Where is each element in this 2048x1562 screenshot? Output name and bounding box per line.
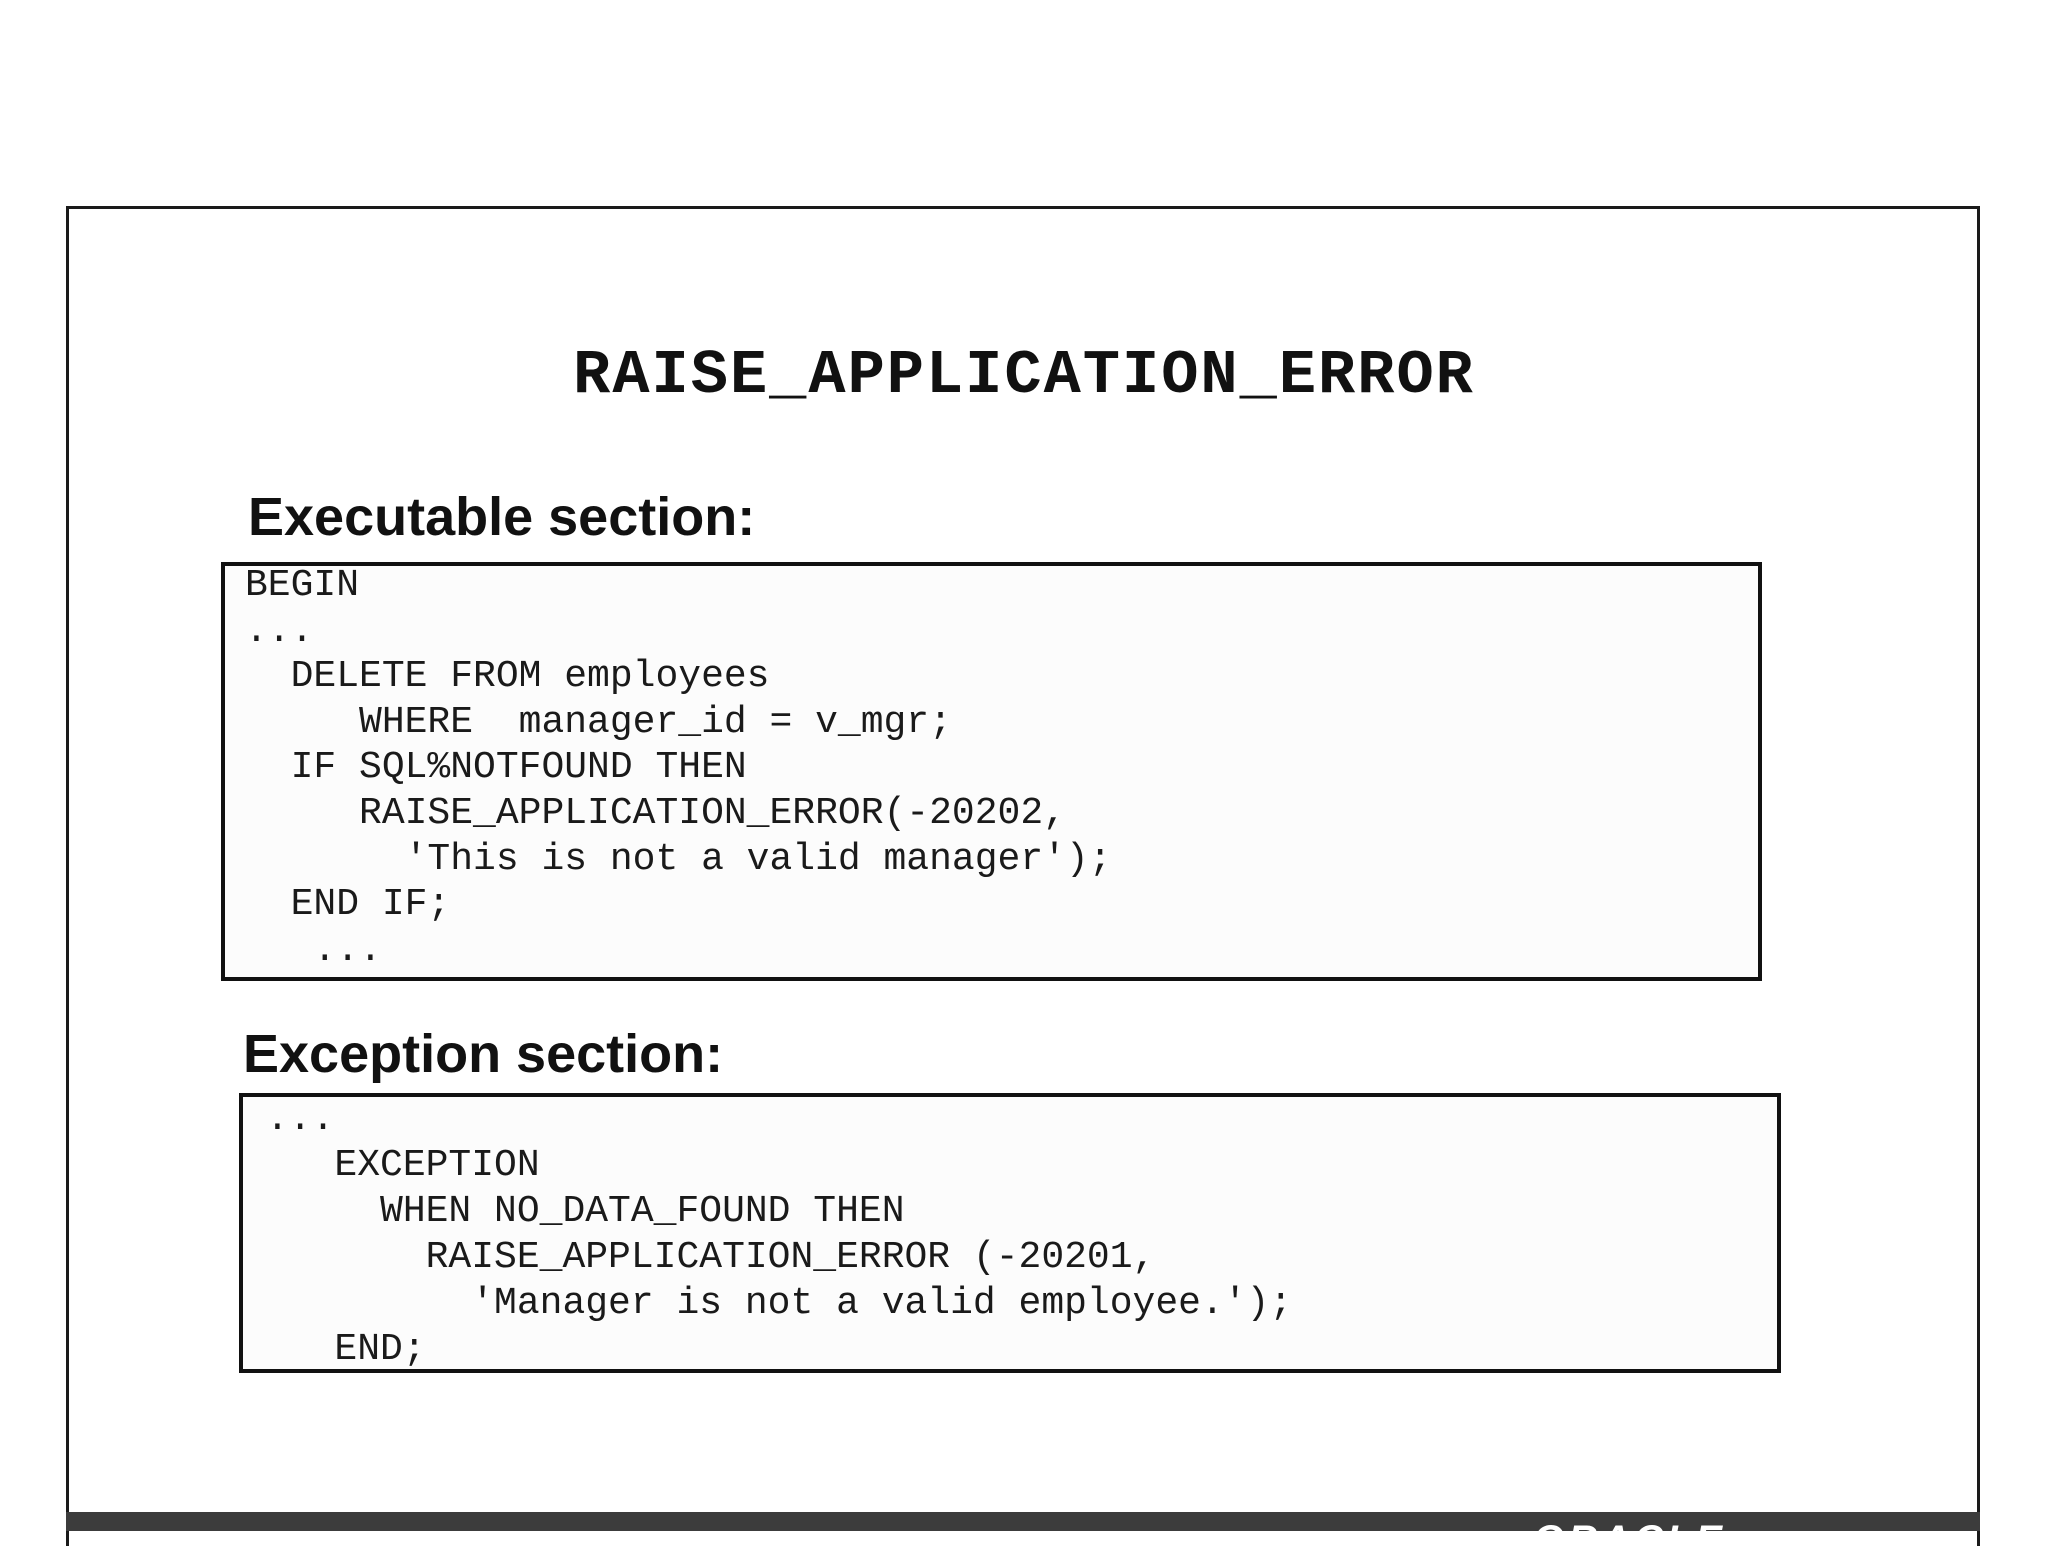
code-line: WHERE manager_id = v_mgr; xyxy=(245,701,952,744)
code-line: ... xyxy=(266,1098,335,1141)
code-line: DELETE FROM employees xyxy=(245,655,770,698)
code-line: END IF; xyxy=(245,883,451,926)
executable-section-heading: Executable section: xyxy=(248,487,756,547)
code-line: BEGIN xyxy=(245,564,360,607)
code-line: RAISE_APPLICATION_ERROR(-20202, xyxy=(245,792,1066,835)
code-line: ... xyxy=(245,610,314,653)
code-line: END; xyxy=(266,1328,426,1371)
code-line: IF SQL%NOTFOUND THEN xyxy=(245,746,747,789)
code-line: 'Manager is not a valid employee.'); xyxy=(266,1282,1293,1325)
oracle-logo-text: ORACLE xyxy=(1533,1518,1726,1562)
code-line: 'This is not a valid manager'); xyxy=(245,838,1112,881)
exception-code-box xyxy=(239,1093,1781,1373)
code-line: EXCEPTION xyxy=(266,1144,540,1187)
slide-title: RAISE_APPLICATION_ERROR xyxy=(573,340,1475,411)
oracle-logo xyxy=(1533,1518,1773,1562)
executable-code-box xyxy=(221,562,1762,981)
code-line: WHEN NO_DATA_FOUND THEN xyxy=(266,1190,905,1233)
exception-section-heading: Exception section: xyxy=(243,1024,724,1084)
code-line: ... xyxy=(245,929,382,972)
code-line: RAISE_APPLICATION_ERROR (-20201, xyxy=(266,1236,1156,1279)
